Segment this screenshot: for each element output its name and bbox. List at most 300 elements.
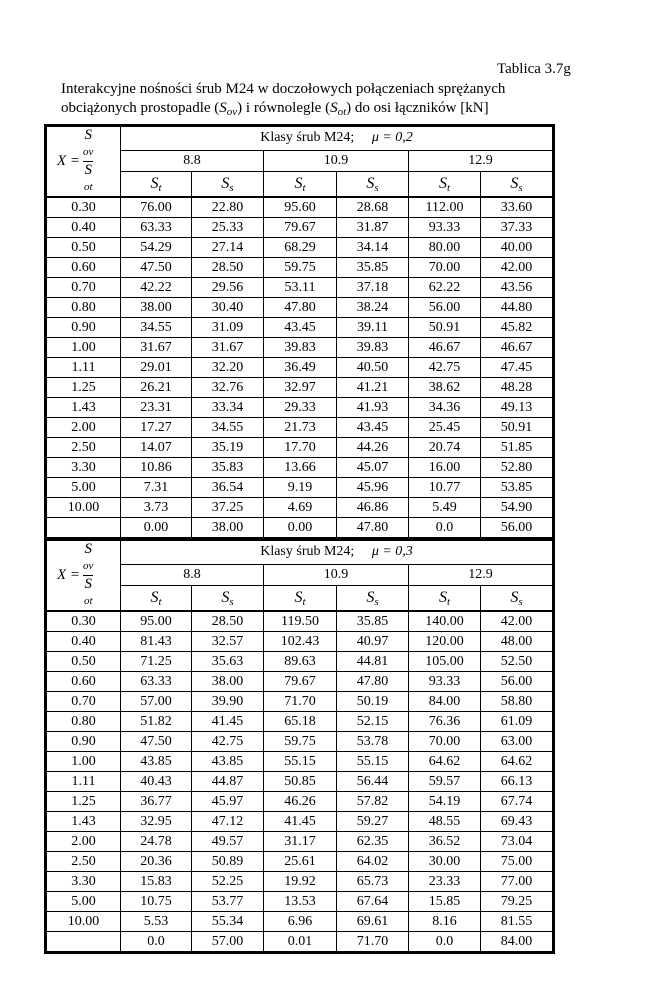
resistance-value-cell: 41.21 xyxy=(337,378,409,398)
resistance-value-cell: 28.50 xyxy=(192,611,264,632)
table-row xyxy=(46,892,554,912)
resistance-value-cell: 34.55 xyxy=(121,318,192,338)
component-header xyxy=(192,172,264,197)
x-value-cell: 5.00 xyxy=(46,892,121,912)
resistance-value-cell: 48.00 xyxy=(481,632,554,652)
resistance-value-cell: 25.33 xyxy=(192,218,264,238)
resistance-value-cell: 8.16 xyxy=(409,912,481,932)
table-row xyxy=(46,792,554,812)
resistance-value-cell: 62.35 xyxy=(337,832,409,852)
resistance-value-cell: 47.80 xyxy=(337,672,409,692)
resistance-value-cell: 140.00 xyxy=(409,611,481,632)
resistance-value-cell: 28.68 xyxy=(337,197,409,218)
resistance-value-cell: 38.00 xyxy=(192,672,264,692)
x-equals: X = xyxy=(57,566,81,583)
component-header xyxy=(409,586,481,611)
resistance-value-cell: 95.60 xyxy=(264,197,337,218)
resistance-value-cell: 37.25 xyxy=(192,498,264,518)
resistance-value-cell: 36.77 xyxy=(121,792,192,812)
x-value-cell: 0.40 xyxy=(46,632,121,652)
component-symbol: S xyxy=(438,174,447,192)
component-subscript: s xyxy=(518,595,523,608)
table-row xyxy=(46,478,554,498)
resistance-value-cell: 47.50 xyxy=(121,732,192,752)
resistance-value-cell: 79.25 xyxy=(481,892,554,912)
resistance-value-cell: 24.78 xyxy=(121,832,192,852)
resistance-table-mu-02 xyxy=(44,124,555,540)
resistance-value-cell: 47.50 xyxy=(121,258,192,278)
resistance-value-cell: 0.0 xyxy=(409,932,481,953)
table-row xyxy=(46,912,554,932)
resistance-value-cell: 36.54 xyxy=(192,478,264,498)
bolt-class-title xyxy=(121,540,554,565)
resistance-value-cell: 34.14 xyxy=(337,238,409,258)
x-value-cell: 0.60 xyxy=(46,672,121,692)
component-header xyxy=(264,172,337,197)
x-value-cell: 0.60 xyxy=(46,258,121,278)
component-symbol: S xyxy=(438,588,447,606)
resistance-value-cell: 76.00 xyxy=(121,197,192,218)
component-symbol: S xyxy=(221,588,230,606)
resistance-value-cell: 7.31 xyxy=(121,478,192,498)
table-row xyxy=(46,378,554,398)
resistance-value-cell: 19.92 xyxy=(264,872,337,892)
resistance-value-cell: 61.09 xyxy=(481,712,554,732)
x-value-cell: 2.50 xyxy=(46,852,121,872)
component-subscript: s xyxy=(374,181,379,194)
resistance-value-cell: 47.45 xyxy=(481,358,554,378)
table-row xyxy=(46,518,554,539)
bolt-class-title xyxy=(121,126,554,151)
component-subscript: s xyxy=(518,181,523,194)
table-label: Tablica 3.7g xyxy=(497,61,571,77)
resistance-value-cell: 53.78 xyxy=(337,732,409,752)
caption-line2 xyxy=(61,99,489,121)
resistance-value-cell: 41.45 xyxy=(264,812,337,832)
bolt-class-header: 10.9 xyxy=(264,150,409,171)
x-value-cell: 1.00 xyxy=(46,338,121,358)
component-subscript: t xyxy=(302,595,306,608)
resistance-value-cell: 43.85 xyxy=(192,752,264,772)
resistance-value-cell: 70.00 xyxy=(409,258,481,278)
table-row xyxy=(46,692,554,712)
resistance-value-cell: 10.86 xyxy=(121,458,192,478)
resistance-value-cell: 49.57 xyxy=(192,832,264,852)
x-value-cell: 2.00 xyxy=(46,418,121,438)
x-num-subscript: ov xyxy=(83,560,94,572)
component-subscript: s xyxy=(229,181,234,194)
resistance-value-cell: 42.75 xyxy=(192,732,264,752)
bolt-class-header: 12.9 xyxy=(409,564,554,585)
resistance-value-cell: 29.33 xyxy=(264,398,337,418)
resistance-value-cell: 59.27 xyxy=(337,812,409,832)
resistance-value-cell: 35.85 xyxy=(337,611,409,632)
resistance-value-cell: 79.67 xyxy=(264,218,337,238)
bolt-class-header: 8.8 xyxy=(121,564,264,585)
resistance-value-cell: 112.00 xyxy=(409,197,481,218)
resistance-value-cell: 57.00 xyxy=(192,932,264,953)
resistance-value-cell: 55.15 xyxy=(337,752,409,772)
x-value-cell: 1.11 xyxy=(46,772,121,792)
resistance-value-cell: 41.45 xyxy=(192,712,264,732)
resistance-value-cell: 38.00 xyxy=(121,298,192,318)
x-den-symbol: S xyxy=(84,162,92,178)
resistance-value-cell: 32.97 xyxy=(264,378,337,398)
resistance-value-cell: 49.13 xyxy=(481,398,554,418)
resistance-value-cell: 33.60 xyxy=(481,197,554,218)
resistance-value-cell: 50.85 xyxy=(264,772,337,792)
header-row-title xyxy=(46,126,554,151)
component-subscript: s xyxy=(374,595,379,608)
table-row xyxy=(46,812,554,832)
resistance-value-cell: 32.76 xyxy=(192,378,264,398)
header-row-title xyxy=(46,540,554,565)
resistance-value-cell: 5.49 xyxy=(409,498,481,518)
table-row xyxy=(46,298,554,318)
resistance-value-cell: 3.73 xyxy=(121,498,192,518)
resistance-value-cell: 44.80 xyxy=(481,298,554,318)
resistance-value-cell: 27.14 xyxy=(192,238,264,258)
component-subscript: t xyxy=(158,181,162,194)
resistance-value-cell: 63.00 xyxy=(481,732,554,752)
caption-sov-subscript: ov xyxy=(226,106,238,118)
resistance-value-cell: 21.73 xyxy=(264,418,337,438)
resistance-value-cell: 45.07 xyxy=(337,458,409,478)
component-header xyxy=(481,586,554,611)
resistance-value-cell: 38.24 xyxy=(337,298,409,318)
resistance-value-cell: 65.18 xyxy=(264,712,337,732)
resistance-value-cell: 31.87 xyxy=(337,218,409,238)
resistance-value-cell: 43.85 xyxy=(121,752,192,772)
resistance-value-cell: 62.22 xyxy=(409,278,481,298)
x-value-cell: 0.30 xyxy=(46,611,121,632)
x-den-symbol: S xyxy=(84,576,92,592)
resistance-value-cell: 42.00 xyxy=(481,611,554,632)
resistance-value-cell: 55.15 xyxy=(264,752,337,772)
table-row xyxy=(46,338,554,358)
resistance-value-cell: 0.00 xyxy=(264,518,337,539)
component-header xyxy=(121,172,192,197)
resistance-value-cell: 47.80 xyxy=(337,518,409,539)
component-symbol: S xyxy=(366,174,375,192)
resistance-value-cell: 39.90 xyxy=(192,692,264,712)
resistance-value-cell: 22.80 xyxy=(192,197,264,218)
resistance-value-cell: 17.27 xyxy=(121,418,192,438)
resistance-value-cell: 10.77 xyxy=(409,478,481,498)
component-symbol: S xyxy=(294,588,303,606)
table-row xyxy=(46,772,554,792)
bolt-class-header: 12.9 xyxy=(409,150,554,171)
resistance-value-cell: 44.87 xyxy=(192,772,264,792)
resistance-value-cell: 84.00 xyxy=(409,692,481,712)
resistance-value-cell: 38.00 xyxy=(192,518,264,539)
resistance-value-cell: 45.82 xyxy=(481,318,554,338)
x-value-cell: 10.00 xyxy=(46,912,121,932)
resistance-value-cell: 32.57 xyxy=(192,632,264,652)
resistance-value-cell: 51.85 xyxy=(481,438,554,458)
table-row xyxy=(46,752,554,772)
component-symbol: S xyxy=(366,588,375,606)
resistance-value-cell: 46.26 xyxy=(264,792,337,812)
component-symbol: S xyxy=(150,174,159,192)
x-fraction xyxy=(83,541,93,610)
resistance-value-cell: 31.09 xyxy=(192,318,264,338)
x-value-cell: 1.25 xyxy=(46,378,121,398)
resistance-value-cell: 71.25 xyxy=(121,652,192,672)
component-subscript: s xyxy=(229,595,234,608)
resistance-value-cell: 6.96 xyxy=(264,912,337,932)
resistance-value-cell: 31.67 xyxy=(121,338,192,358)
resistance-value-cell: 81.55 xyxy=(481,912,554,932)
caption-text-c: ) do osi łączników [kN] xyxy=(346,100,489,116)
resistance-value-cell: 0.01 xyxy=(264,932,337,953)
table-row xyxy=(46,932,554,953)
resistance-value-cell: 41.93 xyxy=(337,398,409,418)
table-row xyxy=(46,832,554,852)
caption-line1: Interakcyjne nośności śrub M24 w doczołowych połączeniach sprężanych xyxy=(61,81,506,97)
resistance-value-cell: 17.70 xyxy=(264,438,337,458)
resistance-value-cell: 29.01 xyxy=(121,358,192,378)
table-row xyxy=(46,672,554,692)
resistance-value-cell: 67.64 xyxy=(337,892,409,912)
caption-sov-symbol: S xyxy=(219,100,227,116)
resistance-value-cell: 0.0 xyxy=(409,518,481,539)
resistance-value-cell: 37.18 xyxy=(337,278,409,298)
component-symbol: S xyxy=(510,588,519,606)
resistance-value-cell: 32.95 xyxy=(121,812,192,832)
resistance-table-mu-03 xyxy=(44,538,555,954)
component-symbol: S xyxy=(294,174,303,192)
resistance-value-cell: 44.26 xyxy=(337,438,409,458)
resistance-value-cell: 50.91 xyxy=(409,318,481,338)
resistance-value-cell: 54.90 xyxy=(481,498,554,518)
component-header xyxy=(337,586,409,611)
resistance-value-cell: 56.00 xyxy=(409,298,481,318)
x-num-subscript: ov xyxy=(83,146,94,158)
resistance-value-cell: 105.00 xyxy=(409,652,481,672)
component-subscript: t xyxy=(446,181,451,194)
resistance-value-cell: 64.02 xyxy=(337,852,409,872)
resistance-value-cell: 66.13 xyxy=(481,772,554,792)
resistance-value-cell: 57.82 xyxy=(337,792,409,812)
resistance-value-cell: 71.70 xyxy=(337,932,409,953)
resistance-value-cell: 5.53 xyxy=(121,912,192,932)
resistance-value-cell: 81.43 xyxy=(121,632,192,652)
component-header xyxy=(192,586,264,611)
resistance-value-cell: 95.00 xyxy=(121,611,192,632)
table-row xyxy=(46,218,554,238)
resistance-value-cell: 47.12 xyxy=(192,812,264,832)
bolt-class-header: 10.9 xyxy=(264,564,409,585)
x-value-cell: 1.00 xyxy=(46,752,121,772)
table-row xyxy=(46,632,554,652)
bolt-class-title-text: Klasy śrub M24; xyxy=(260,544,355,560)
table-row xyxy=(46,278,554,298)
x-value-cell: 0.90 xyxy=(46,318,121,338)
caption-sot-symbol: S xyxy=(330,100,338,116)
resistance-value-cell: 59.75 xyxy=(264,258,337,278)
resistance-value-cell: 63.33 xyxy=(121,218,192,238)
x-value-cell: 3.30 xyxy=(46,458,121,478)
resistance-value-cell: 56.44 xyxy=(337,772,409,792)
resistance-value-cell: 38.62 xyxy=(409,378,481,398)
component-symbol: S xyxy=(221,174,230,192)
resistance-value-cell: 9.19 xyxy=(264,478,337,498)
component-header xyxy=(337,172,409,197)
resistance-value-cell: 15.83 xyxy=(121,872,192,892)
resistance-value-cell: 47.80 xyxy=(264,298,337,318)
resistance-value-cell: 32.20 xyxy=(192,358,264,378)
component-symbol: S xyxy=(150,588,159,606)
resistance-value-cell: 52.50 xyxy=(481,652,554,672)
resistance-value-cell: 45.96 xyxy=(337,478,409,498)
resistance-value-cell: 4.69 xyxy=(264,498,337,518)
header-row-components xyxy=(46,172,554,197)
bolt-class-title-text: Klasy śrub M24; xyxy=(260,130,355,146)
resistance-value-cell: 30.40 xyxy=(192,298,264,318)
bolt-class-header: 8.8 xyxy=(121,150,264,171)
resistance-value-cell: 29.56 xyxy=(192,278,264,298)
resistance-value-cell: 37.33 xyxy=(481,218,554,238)
resistance-value-cell: 15.85 xyxy=(409,892,481,912)
table-row xyxy=(46,258,554,278)
resistance-value-cell: 57.00 xyxy=(121,692,192,712)
x-value-cell: 1.11 xyxy=(46,358,121,378)
resistance-value-cell: 50.19 xyxy=(337,692,409,712)
resistance-value-cell: 53.77 xyxy=(192,892,264,912)
resistance-value-cell: 43.45 xyxy=(337,418,409,438)
resistance-value-cell: 50.89 xyxy=(192,852,264,872)
resistance-value-cell: 34.36 xyxy=(409,398,481,418)
x-value-cell: 0.40 xyxy=(46,218,121,238)
resistance-value-cell: 80.00 xyxy=(409,238,481,258)
resistance-value-cell: 53.85 xyxy=(481,478,554,498)
resistance-value-cell: 14.07 xyxy=(121,438,192,458)
x-value-cell: 3.30 xyxy=(46,872,121,892)
x-ratio-header xyxy=(46,126,121,198)
x-value-cell xyxy=(46,932,121,953)
resistance-value-cell: 73.04 xyxy=(481,832,554,852)
resistance-value-cell: 40.97 xyxy=(337,632,409,652)
resistance-value-cell: 53.11 xyxy=(264,278,337,298)
resistance-value-cell: 13.66 xyxy=(264,458,337,478)
resistance-value-cell: 39.83 xyxy=(337,338,409,358)
resistance-value-cell: 48.55 xyxy=(409,812,481,832)
resistance-value-cell: 52.15 xyxy=(337,712,409,732)
resistance-value-cell: 31.67 xyxy=(192,338,264,358)
table-row xyxy=(46,872,554,892)
x-den-subscript: ot xyxy=(83,595,93,607)
resistance-value-cell: 39.83 xyxy=(264,338,337,358)
resistance-value-cell: 69.43 xyxy=(481,812,554,832)
component-subscript: t xyxy=(302,181,306,194)
friction-coefficient: μ = 0,2 xyxy=(371,130,413,146)
resistance-value-cell: 64.62 xyxy=(409,752,481,772)
resistance-value-cell: 20.74 xyxy=(409,438,481,458)
x-value-cell: 0.50 xyxy=(46,652,121,672)
x-value-cell: 2.50 xyxy=(46,438,121,458)
table-row xyxy=(46,498,554,518)
table-row xyxy=(46,438,554,458)
resistance-value-cell: 46.67 xyxy=(409,338,481,358)
resistance-value-cell: 43.56 xyxy=(481,278,554,298)
table-row xyxy=(46,852,554,872)
x-value-cell: 0.90 xyxy=(46,732,121,752)
x-value-cell: 1.43 xyxy=(46,398,121,418)
x-value-cell: 1.25 xyxy=(46,792,121,812)
resistance-value-cell: 64.62 xyxy=(481,752,554,772)
resistance-value-cell: 0.00 xyxy=(121,518,192,539)
component-header xyxy=(121,586,192,611)
component-header xyxy=(409,172,481,197)
table-row xyxy=(46,712,554,732)
resistance-value-cell: 84.00 xyxy=(481,932,554,953)
component-symbol: S xyxy=(510,174,519,192)
table-row xyxy=(46,318,554,338)
resistance-value-cell: 59.75 xyxy=(264,732,337,752)
resistance-value-cell: 25.61 xyxy=(264,852,337,872)
resistance-value-cell: 54.19 xyxy=(409,792,481,812)
table-row xyxy=(46,418,554,438)
x-fraction xyxy=(83,127,93,196)
resistance-value-cell: 46.86 xyxy=(337,498,409,518)
resistance-value-cell: 71.70 xyxy=(264,692,337,712)
resistance-value-cell: 63.33 xyxy=(121,672,192,692)
resistance-value-cell: 35.83 xyxy=(192,458,264,478)
resistance-value-cell: 48.28 xyxy=(481,378,554,398)
resistance-value-cell: 26.21 xyxy=(121,378,192,398)
resistance-value-cell: 10.75 xyxy=(121,892,192,912)
resistance-value-cell: 75.00 xyxy=(481,852,554,872)
table-row xyxy=(46,358,554,378)
resistance-value-cell: 120.00 xyxy=(409,632,481,652)
resistance-value-cell: 55.34 xyxy=(192,912,264,932)
resistance-value-cell: 40.50 xyxy=(337,358,409,378)
resistance-value-cell: 42.00 xyxy=(481,258,554,278)
resistance-value-cell: 40.43 xyxy=(121,772,192,792)
x-value-cell: 0.50 xyxy=(46,238,121,258)
x-equals: X = xyxy=(57,152,81,169)
resistance-value-cell: 42.22 xyxy=(121,278,192,298)
resistance-value-cell: 20.36 xyxy=(121,852,192,872)
resistance-value-cell: 89.63 xyxy=(264,652,337,672)
x-value-cell: 0.70 xyxy=(46,692,121,712)
resistance-value-cell: 45.97 xyxy=(192,792,264,812)
table-row xyxy=(46,652,554,672)
resistance-value-cell: 51.82 xyxy=(121,712,192,732)
table-row xyxy=(46,611,554,632)
resistance-value-cell: 56.00 xyxy=(481,518,554,539)
resistance-value-cell: 43.45 xyxy=(264,318,337,338)
resistance-value-cell: 68.29 xyxy=(264,238,337,258)
x-value-cell: 0.80 xyxy=(46,298,121,318)
resistance-value-cell: 36.52 xyxy=(409,832,481,852)
resistance-value-cell: 50.91 xyxy=(481,418,554,438)
resistance-value-cell: 30.00 xyxy=(409,852,481,872)
resistance-value-cell: 36.49 xyxy=(264,358,337,378)
x-value-cell: 1.43 xyxy=(46,812,121,832)
x-value-cell: 0.70 xyxy=(46,278,121,298)
resistance-value-cell: 70.00 xyxy=(409,732,481,752)
header-row-classes xyxy=(46,150,554,171)
x-value-cell: 0.30 xyxy=(46,197,121,218)
resistance-value-cell: 58.80 xyxy=(481,692,554,712)
table-row xyxy=(46,398,554,418)
x-ratio-header xyxy=(46,540,121,612)
resistance-value-cell: 42.75 xyxy=(409,358,481,378)
header-row-components xyxy=(46,586,554,611)
resistance-value-cell: 31.17 xyxy=(264,832,337,852)
